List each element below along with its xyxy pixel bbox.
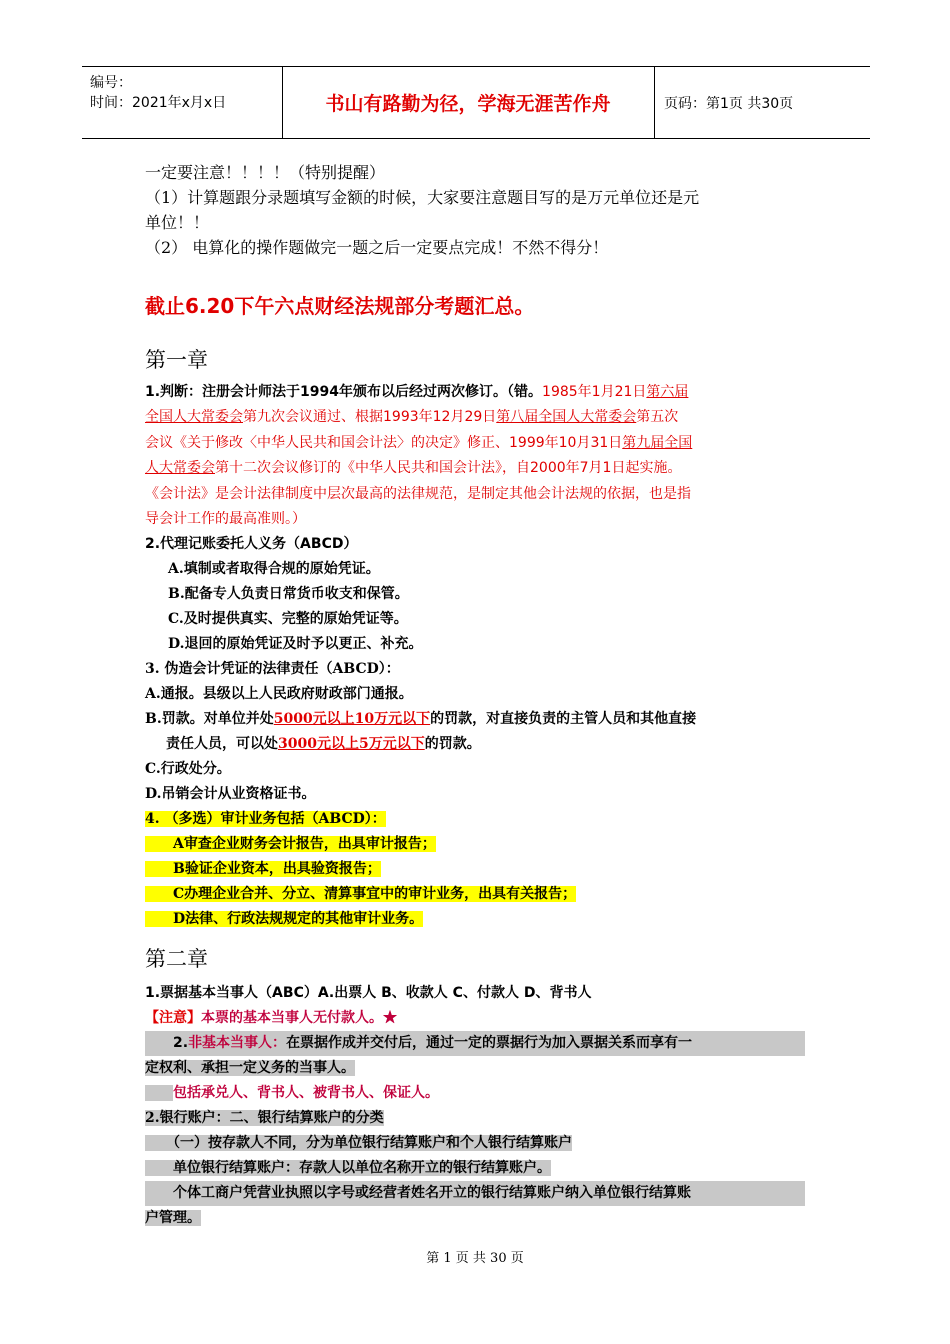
question-line: 2.非基本当事人：在票据作成并交付后，通过一定的票据行为加入票据关系而享有一 <box>145 1031 805 1056</box>
chapter-heading: 第二章 <box>145 947 208 971</box>
time-label: 时间：2021年x月x日 <box>90 95 227 111</box>
question-line: 全国人大常委会第九次会议通过、根据1993年12月29日第八届全国人大常委会第五次 <box>145 409 679 425</box>
notice-line: （2） 电算化的操作题做完一题之后一定要点完成！不然不得分！ <box>145 238 609 257</box>
option-line: A.填制或者取得合规的原始凭证。 <box>168 561 380 577</box>
question-line: 户管理。 <box>145 1210 201 1226</box>
header-motto: 书山有路勤为径，学海无涯苦作舟 <box>325 93 611 115</box>
question-line: 1.判断：注册会计师法于1994年颁布以后经过两次修订。（错。1985年1月21日第六届 <box>145 384 689 400</box>
question-line: 包括承兑人、背书人、被背书人、保证人。 <box>145 1081 439 1106</box>
option-line: C.行政处分。 <box>145 761 231 777</box>
question-line: 个体工商户凭营业执照以字号或经营者姓名开立的银行结算账户纳入单位银行结算账 <box>145 1181 805 1206</box>
header-divider <box>654 67 655 138</box>
question-title: 2.银行账户：二、银行结算账户的分类 <box>145 1110 384 1126</box>
option-line: D.吊销会计从业资格证书。 <box>145 786 316 802</box>
option-line: B.罚款。对单位并处5000元以上10万元以下的罚款，对直接负责的主管人员和其他直接 <box>145 711 697 727</box>
option-line: B验证企业资本，出具验资报告； <box>145 857 381 882</box>
question-line: （一）按存款人不同，分为单位银行结算账户和个人银行结算账户 <box>145 1131 572 1156</box>
option-line: A.通报。县级以上人民政府财政部门通报。 <box>145 686 413 702</box>
notice-line: 单位！！ <box>145 213 210 232</box>
question-title: 1.票据基本当事人（ABC）A.出票人 B、收款人 C、付款人 D、背书人 <box>145 985 592 1001</box>
notice-line: （1）计算题跟分录题填写金额的时候，大家要注意题目写的是万元单位还是元 <box>145 188 700 207</box>
main-title: 截止6.20下午六点财经法规部分考题汇总。 <box>145 294 535 318</box>
option-line: A审查企业财务会计报告，出具审计报告； <box>145 832 436 857</box>
chapter-heading: 第一章 <box>145 348 208 372</box>
option-line: D法律、行政法规规定的其他审计业务。 <box>145 907 423 932</box>
question-line: 单位银行结算账户：存款人以单位名称开立的银行结算账户。 <box>145 1156 551 1181</box>
page-footer: 第 1 页 共 30 页 <box>426 1251 524 1266</box>
note-line: 【注意】本票的基本当事人无付款人。★ <box>145 1010 397 1026</box>
option-line: C.及时提供真实、完整的原始凭证等。 <box>168 611 408 627</box>
question-title: 3. 伪造会计凭证的法律责任（ABCD）： <box>145 661 400 677</box>
option-line: D.退回的原始凭证及时予以更正、补充。 <box>168 636 423 652</box>
notice-line: 一定要注意！！！！（特别提醒） <box>145 163 386 182</box>
question-title: 4. （多选）审计业务包括（ABCD）： <box>145 811 386 827</box>
question-line: 导会计工作的最高准则。） <box>145 511 306 527</box>
header-meta <box>90 73 226 113</box>
question-line: 人大常委会第十二次会议修订的《中华人民共和国会计法》，自2000年7月1日起实施。 <box>145 460 682 476</box>
number-label: 编号： <box>90 75 132 91</box>
option-line: 责任人员，可以处3000元以上5万元以下的罚款。 <box>166 736 481 752</box>
header-page-label: 页码：第1页 共30页 <box>664 96 794 112</box>
option-line: B.配备专人负责日常货币收支和保管。 <box>168 586 409 602</box>
question-line: 会议《关于修改〈中华人民共和国会计法〉的决定》修正、1999年10月31日第九届全国 <box>145 435 693 451</box>
question-title: 2.代理记账委托人义务（ABCD） <box>145 536 358 552</box>
question-line: 定权利、承担一定义务的当事人。 <box>145 1060 355 1076</box>
question-line: 《会计法》是会计法律制度中层次最高的法律规范，是制定其他会计法规的依据，也是指 <box>145 486 691 502</box>
option-line: C办理企业合并、分立、清算事宜中的审计业务，出具有关报告； <box>145 882 576 907</box>
page-header <box>82 66 870 139</box>
